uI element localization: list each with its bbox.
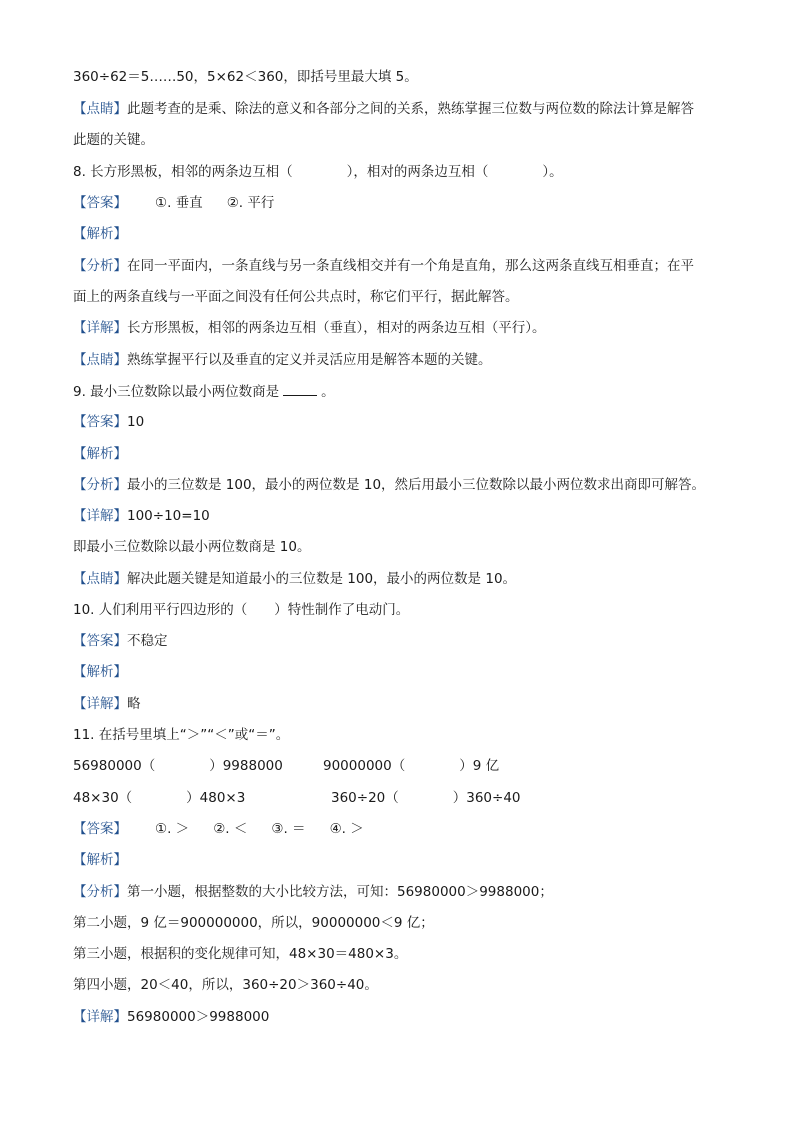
comparison-item: 90000000（ ）9 亿	[323, 758, 500, 774]
answer-option: ②. ＜	[213, 821, 248, 837]
xiangjie-text: 100÷10=10	[127, 508, 210, 524]
dianjing-line	[73, 570, 733, 588]
text-line: 面上的两条直线与一平面之间没有任何公共点时，称它们平行，据此解答。	[73, 289, 519, 305]
comparison-item: 48×30（ ）480×3	[73, 790, 246, 806]
jiexi-label: 【解析】	[73, 664, 127, 680]
xiangjie-label: 【详解】	[73, 1009, 127, 1025]
question-10: 10. 人们利用平行四边形的（ ）特性制作了电动门。	[73, 602, 410, 618]
xiangjie-label: 【详解】	[73, 320, 127, 336]
xiangjie-line	[73, 507, 733, 525]
text-line: 第四小题，20＜40，所以，360÷20＞360÷40。	[73, 977, 378, 993]
dianjing-text: 此题考查的是乘、除法的意义和各部分之间的关系，熟练掌握三位数与两位数的除法计算是解答	[127, 101, 694, 117]
fenxi-label: 【分析】	[73, 884, 127, 900]
answer-option: ②. 平行	[226, 195, 275, 211]
fenxi-line	[73, 476, 733, 494]
comparison-item: 56980000（ ）9988000	[73, 758, 283, 774]
text-line: 第二小题，9 亿＝900000000，所以，90000000＜9 亿；	[73, 915, 434, 931]
answer-line	[73, 820, 733, 838]
xiangjie-line	[73, 695, 733, 713]
xiangjie-line	[73, 1008, 733, 1026]
answer-option: ④. ＞	[329, 821, 364, 837]
dianjing-text: 熟练掌握平行以及垂直的定义并灵活应用是解答本题的关键。	[127, 352, 492, 368]
comparison-item: 360÷20（ ）360÷40	[331, 790, 521, 806]
xiangjie-label: 【详解】	[73, 696, 127, 712]
answer-label: 【答案】	[73, 821, 127, 837]
dianjing-text: 解决此题关键是知道最小的三位数是 100，最小的两位数是 10。	[127, 571, 517, 587]
fenxi-text: 在同一平面内，一条直线与另一条直线相交并有一个角是直角，那么这两条直线互相垂直；在平	[127, 258, 694, 274]
answer-line	[73, 413, 733, 431]
dianjing-line	[73, 351, 733, 369]
xiangjie-line	[73, 319, 733, 337]
fill-blank	[283, 382, 317, 396]
question-9: 9. 最小三位数除以最小两位数商是 。	[73, 384, 335, 400]
xiangjie-text: 长方形黑板，相邻的两条边互相（垂直），相对的两条边互相（平行）。	[127, 320, 546, 336]
text-line: 第三小题，根据积的变化规律可知，48×30＝480×3。	[73, 946, 408, 962]
fenxi-line	[73, 257, 733, 275]
fenxi-line	[73, 883, 733, 901]
dianjing-label: 【点睛】	[73, 101, 127, 117]
fenxi-label: 【分析】	[73, 258, 127, 274]
dianjing-label: 【点睛】	[73, 352, 127, 368]
answer-text: 不稳定	[127, 633, 168, 649]
dianjing-label: 【点睛】	[73, 571, 127, 587]
text-line: 此题的关键。	[73, 132, 154, 148]
jiexi-label: 【解析】	[73, 226, 127, 242]
xiangjie-text: 略	[127, 696, 141, 712]
answer-line	[73, 632, 733, 650]
text-line: 即最小三位数除以最小两位数商是 10。	[73, 539, 311, 555]
dianjing-line	[73, 100, 733, 118]
text-line: 360÷62＝5……50，5×62＜360，即括号里最大填 5。	[73, 69, 418, 85]
answer-line	[73, 194, 733, 212]
question-8: 8. 长方形黑板，相邻的两条边互相（ ），相对的两条边互相（ ）。	[73, 164, 563, 180]
xiangjie-text: 56980000＞9988000	[127, 1009, 270, 1025]
fenxi-text: 第一小题，根据整数的大小比较方法，可知：56980000＞9988000；	[127, 884, 553, 900]
answer-label: 【答案】	[73, 414, 127, 430]
question-11: 11. 在括号里填上“＞”“＜”或“＝”。	[73, 727, 290, 743]
answer-option: ①. 垂直	[155, 195, 203, 211]
answer-label: 【答案】	[73, 633, 127, 649]
jiexi-label: 【解析】	[73, 852, 127, 868]
xiangjie-label: 【详解】	[73, 508, 127, 524]
answer-label: 【答案】	[73, 195, 127, 211]
fenxi-text: 最小的三位数是 100，最小的两位数是 10，然后用最小三位数除以最小两位数求出商即可解答。	[127, 477, 706, 493]
answer-option: ③. ＝	[271, 821, 306, 837]
answer-option: ①. ＞	[155, 821, 190, 837]
jiexi-label: 【解析】	[73, 446, 127, 462]
fenxi-label: 【分析】	[73, 477, 127, 493]
answer-text: 10	[127, 414, 145, 430]
